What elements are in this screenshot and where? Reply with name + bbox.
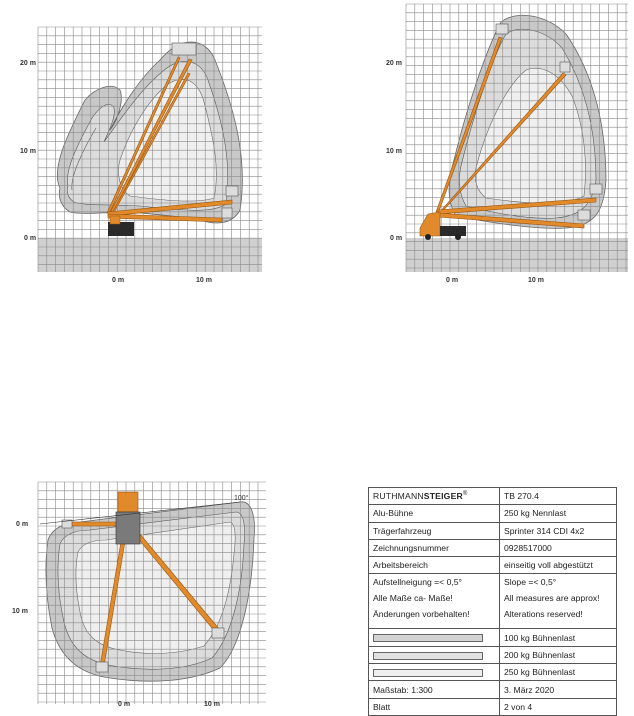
- legend-swatch: [369, 664, 500, 681]
- x-axis-label: 10 m: [204, 701, 220, 708]
- work-area-label: Arbeitsbereich: [369, 557, 500, 574]
- table-row: [369, 522, 617, 539]
- table-row: [369, 557, 617, 574]
- platform-value: 250 kg Nennlast: [500, 505, 617, 522]
- vehicle-body: [116, 512, 140, 544]
- brand-text-bold: STEIGER: [423, 491, 463, 502]
- legend-bar-200: [373, 652, 483, 660]
- notes-german: [369, 574, 500, 629]
- y-axis-label: 0 m: [390, 235, 403, 242]
- vehicle-value: Sprinter 314 CDI 4x2: [500, 522, 617, 539]
- platform-basket: [222, 208, 232, 218]
- platform-basket: [496, 24, 508, 34]
- side-view-right-svg: [366, 0, 634, 290]
- platform-label: Alu-Bühne: [369, 505, 500, 522]
- brand-logo: [369, 488, 500, 505]
- sheet-value: 2 von 4: [500, 698, 617, 715]
- table-row: [369, 664, 617, 681]
- table-row: [369, 698, 617, 715]
- drawing-number-label: Zeichnungsnummer: [369, 539, 500, 556]
- platform-basket: [226, 186, 238, 196]
- trademark-mark: ®: [462, 491, 468, 498]
- table-row: [369, 488, 617, 505]
- table-row: [369, 505, 617, 522]
- y-axis-label: 0 m: [16, 521, 29, 528]
- legend-bar-250: [373, 669, 483, 677]
- x-axis-label: 0 m: [118, 701, 131, 708]
- x-axis-label: 0 m: [112, 277, 125, 284]
- legend-200-label: 200 kg Bühnenlast: [500, 646, 617, 663]
- legend-250-label: 250 kg Bühnenlast: [500, 664, 617, 681]
- scale-label: Maßstab: 1:300: [369, 681, 500, 698]
- x-axis-label: 10 m: [196, 277, 212, 284]
- spec-table: [368, 487, 617, 716]
- platform-basket: [578, 210, 590, 220]
- table-row: [369, 574, 617, 629]
- sheet-label: Blatt: [369, 698, 500, 715]
- platform-basket: [590, 184, 602, 194]
- table-row: [369, 681, 617, 698]
- y-axis-label: 10 m: [20, 148, 36, 155]
- table-row: [369, 629, 617, 646]
- measures-en: All measures are approx!: [504, 593, 600, 604]
- ground-band: [38, 238, 262, 272]
- work-area-value: einseitig voll abgestützt: [500, 557, 617, 574]
- platform-basket: [212, 628, 224, 638]
- top-view-diagram: [0, 478, 280, 712]
- vehicle-chassis: [440, 226, 466, 236]
- incline-en: Slope =< 0,5°: [504, 577, 557, 588]
- table-row: [369, 539, 617, 556]
- changes-en: Alterations reserved!: [504, 609, 583, 620]
- x-axis-label: 10 m: [528, 277, 544, 284]
- measures-de: Alle Maße ca- Maße!: [373, 593, 453, 604]
- table-row: [369, 646, 617, 663]
- vehicle-label: Trägerfahrzeug: [369, 522, 500, 539]
- platform-basket: [560, 62, 570, 72]
- y-axis-label: 10 m: [12, 608, 28, 615]
- vehicle-wheel: [455, 234, 461, 240]
- legend-swatch: [369, 646, 500, 663]
- incline-de: Aufstellneigung =< 0,5°: [373, 577, 462, 588]
- changes-de: Änderungen vorbehalten!: [373, 609, 470, 620]
- legend-swatch: [369, 629, 500, 646]
- model-value: TB 270.4: [500, 488, 617, 505]
- drawing-number-value: 0928517000: [500, 539, 617, 556]
- side-view-left-diagram: [0, 0, 280, 290]
- vehicle-cab: [118, 492, 138, 512]
- date-value: 3. März 2020: [500, 681, 617, 698]
- platform-basket: [172, 43, 196, 55]
- x-axis-label: 0 m: [446, 277, 459, 284]
- legend-100-label: 100 kg Bühnenlast: [500, 629, 617, 646]
- y-axis-label: 20 m: [20, 60, 36, 67]
- top-view-svg: [0, 478, 280, 712]
- rotation-angle-label: 100°: [234, 495, 249, 502]
- y-axis-label: 20 m: [386, 60, 402, 67]
- side-view-left-svg: [0, 0, 280, 290]
- y-axis-label: 0 m: [24, 235, 37, 242]
- vehicle-cab: [420, 212, 440, 236]
- vehicle-wheel: [425, 234, 431, 240]
- ground-band: [406, 238, 628, 272]
- side-view-right-diagram: [366, 0, 634, 290]
- platform-basket: [96, 662, 108, 672]
- legend-bar-100: [373, 634, 483, 642]
- notes-english: [500, 574, 617, 629]
- brand-text: RUTHMANN: [373, 491, 424, 502]
- turret: [110, 216, 120, 224]
- y-axis-label: 10 m: [386, 148, 402, 155]
